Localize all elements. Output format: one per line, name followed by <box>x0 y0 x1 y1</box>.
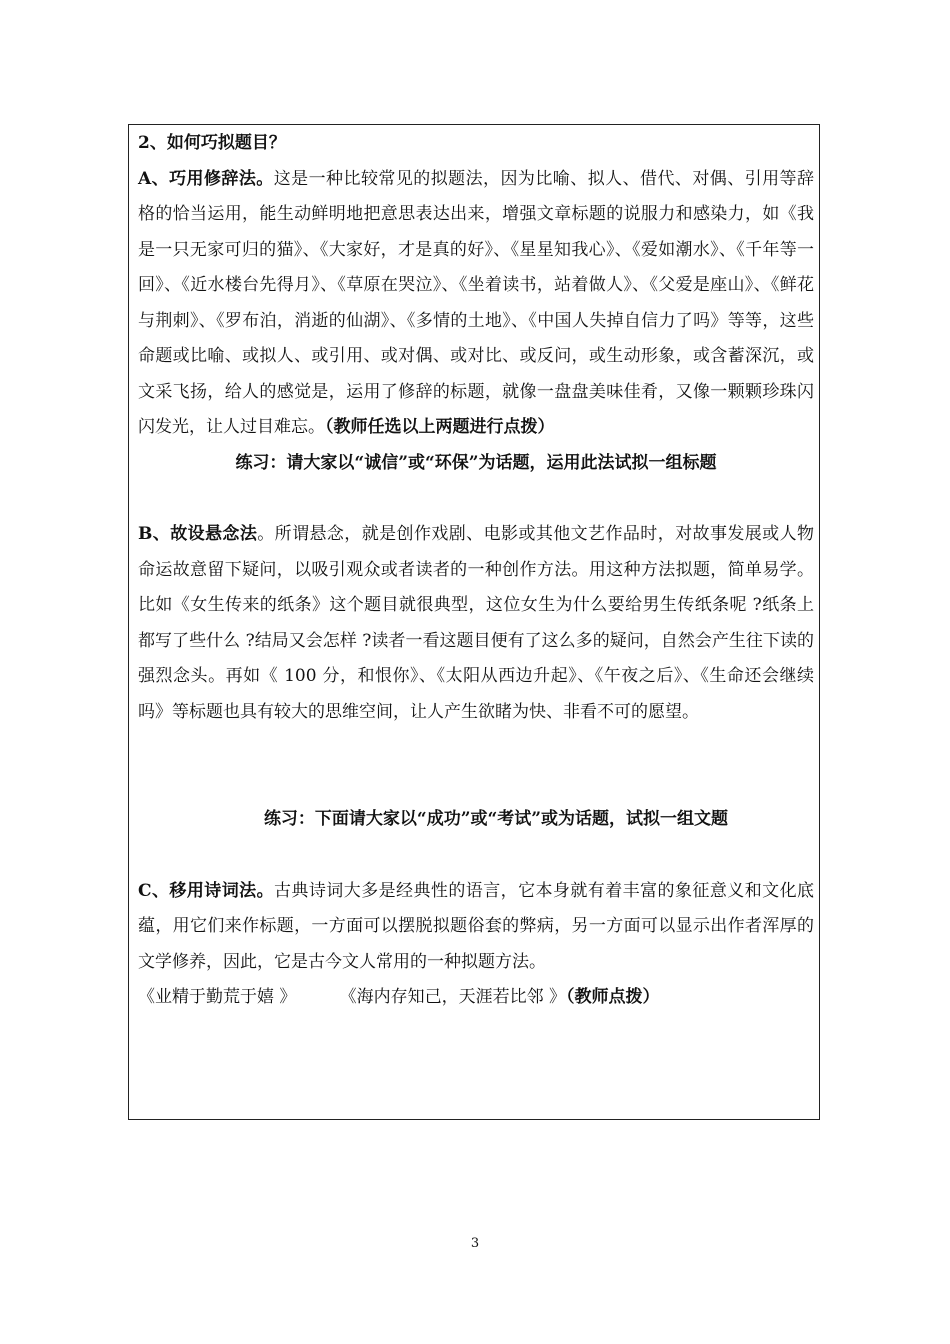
spacer <box>138 730 814 802</box>
method-b-paragraph <box>138 517 814 730</box>
example-1: 《业精于勤荒于嬉 》 <box>138 987 297 1007</box>
method-c-body: 古典诗词大多是经典性的语言，它本身就有着丰富的象征意义和文化底蕴，用它们来作标题，一方面可以摆脱拟题俗套的弊病，另一方面可以显示出作者浑厚的文学修养，因此，它是古今文人常用的一种拟题方法。 <box>138 880 815 972</box>
document-body <box>138 126 814 1016</box>
spacer <box>138 481 814 517</box>
method-a-note: （教师任选以上两题进行点拨） <box>325 417 555 437</box>
practice-a: 练习：请大家以“诚信”或“环保”为话题，运用此法试拟一组标题 <box>235 452 717 473</box>
method-a-heading: A、巧用修辞法。 <box>138 168 274 189</box>
method-b-body: 。所谓悬念，就是创作戏剧、电影或其他文艺作品时，对故事发展或人物命运故意留下疑问，以吸引观众或者读者的一种创作方法。用这种方法拟题，简单易学。比如《女生传来的纸条》这个题目就很典型，这位女生为什么要给男生传纸条呢 ?纸条上都写了些什么 ?结局又会怎样 ?读者一看这题目便有了这么多的疑问，自然会产生往下读的强烈念头。再如《 100 分，和恨你》、《太阳从西边升起》、《午夜之后》、《生命还会继续吗》等标题也具有较大的思维空间，让人产生欲睹为快、非看不可的愿望。 <box>138 524 814 722</box>
method-a-paragraph <box>138 162 814 446</box>
example-2: 《海内存知己，天涯若比邻 》 <box>339 987 567 1007</box>
spacer <box>138 838 814 874</box>
method-c-note: （教师点拨） <box>566 987 660 1007</box>
practice-b: 练习：下面请大家以“成功”或“考试”或为话题，试拟一组文题 <box>263 809 729 829</box>
method-c-examples <box>138 980 814 1016</box>
method-c-paragraph <box>138 874 814 981</box>
method-c-heading: C、移用诗词法。 <box>138 880 274 901</box>
method-b-heading: B、故设悬念法 <box>138 524 258 544</box>
method-a-body: 这是一种比较常见的拟题法，因为比喻、拟人、借代、对偶、引用等辞格的恰当运用，能生动鲜明地把意思表达出来，增强文章标题的说服力和感染力，如《我是一只无家可归的猫》、《大家好，才是真的好》、《星星知我心》、《爱如潮水》、《千年等一回》、《近水楼台先得月》、《草原在哭泣》、《坐着读书，站着做人》、《父爱是座山》、《鲜花与荆刺》、《罗布泊，消逝的仙湖》、《多情的土地》、《中国人失掉自信力了吗》等等，这些命题或比喻、或拟人、或引用、或对偶、或对比、或反问，或生动形象，或含蓄深沉，或文采飞扬，给人的感觉是，运用了修辞的标题，就像一盘盘美味佳肴，又像一颗颗珍珠闪闪发光，让人过目难忘。 <box>138 168 814 437</box>
page-number: 3 <box>470 1236 480 1251</box>
section-title: 2、如何巧拟题目？ <box>138 133 286 153</box>
